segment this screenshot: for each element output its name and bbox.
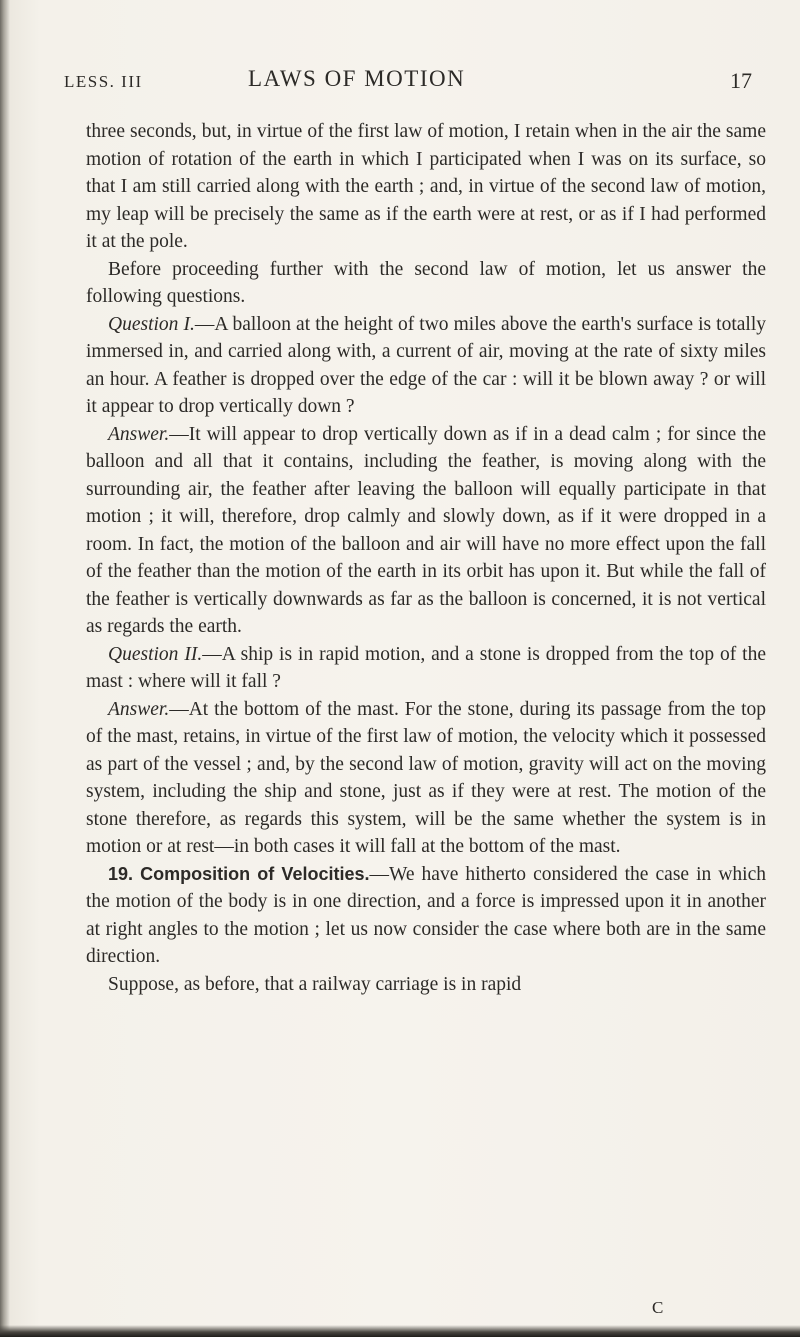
signature-mark: C: [652, 1298, 664, 1317]
section-text: —We have hitherto considered the case in which the motion of the body is in one direction, and a force is impressed upon it in another at right angles to the motion ; let us now consider the case where both are in the same direction.: [86, 863, 767, 967]
paragraph-questions-intro: Before proceeding further with the second law of motion, let us answer the following questions.: [86, 258, 766, 307]
section-title: Composition of Velocities.: [140, 863, 370, 884]
answer-2-text: —At the bottom of the mast. For the stone, during its passage from the top of the mast, retains, in virtue of the first law of motion, the velocity which it possessed as part of the vessel ; and, by the second law of motion, gravity will act on the moving system, including the ship and stone, just as if they were at rest. The motion of the stone therefore, as regards this system, will be the same whether the system is in motion or at rest—in both cases it will fall at the bottom of the mast.: [86, 698, 766, 857]
lesson-label: LESS. III: [64, 72, 143, 91]
paragraph-continued: three seconds, but, in virtue of the first law of motion, I retain when in the air the same motion of rotation of the earth in which I participated when I was on its surface, so that I am still carried along with the earth ; and, in virtue of the second law of motion, my leap will be precisely the same as if the earth were at rest, or as if I had performed it at the pole.: [86, 121, 766, 252]
paragraph-last: Suppose, as before, that a railway carriage is in rapid: [108, 973, 522, 995]
section-number: 19.: [108, 863, 134, 884]
gutter-shadow: [0, 0, 10, 1337]
question-2-text: —A ship is in rapid motion, and a stone is dropped from the top of the mast : where will it fall ?: [86, 643, 766, 692]
answer-1-label: Answer.: [108, 423, 170, 445]
answer-1-text: —It will appear to drop vertically down as if in a dead calm ; for since the balloon and all that it contains, including the feather, is moving along with the surrounding air, the feather after leaving the balloon will equally participate in that motion ; it will, therefore, drop calmly and slowly down, as if it were dropped in a room. In fact, the motion of the balloon and air will have no more effect upon the fall of the feather than the motion of the earth in its orbit has upon it. But while the fall of the feather is vertically downwards as far as the balloon is concerned, it is not vertical as regards the earth.: [86, 423, 766, 637]
answer-2: [86, 696, 766, 861]
question-1: [86, 311, 766, 421]
answer-1: [86, 421, 766, 641]
question-2-label: Question II.: [108, 643, 203, 665]
page-bottom-edge: [0, 1325, 800, 1337]
page-number: 17: [730, 68, 752, 93]
question-2: [86, 641, 766, 696]
body-text: [86, 118, 766, 998]
answer-2-label: Answer.: [108, 698, 170, 720]
running-title: LAWS OF MOTION: [248, 66, 466, 91]
question-1-text: —A balloon at the height of two miles above the earth's surface is totally immersed in, and carried along with, a current of air, moving at the rate of sixty miles an hour. A feather is dropped over the edge of the car : will it be blown away ? or will it appear to drop vertically down ?: [86, 313, 767, 417]
running-header: [64, 66, 760, 96]
section-19: [86, 861, 766, 971]
question-1-label: Question I.: [108, 313, 195, 335]
